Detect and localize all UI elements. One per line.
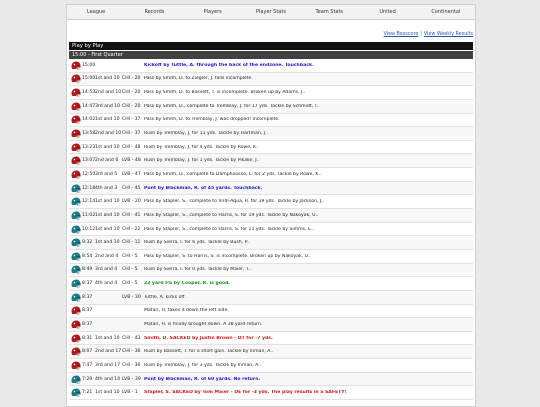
play-row xyxy=(69,318,473,332)
team-helmet-icon xyxy=(70,102,81,111)
play-down: 1st and 10 xyxy=(95,240,120,246)
play-description: Punt by Blackman, R. of 45 yards. Touchback. xyxy=(144,185,263,191)
play-row xyxy=(69,264,473,278)
play-down: 4th and 4 xyxy=(95,281,118,287)
team-helmet-icon xyxy=(70,115,81,124)
play-row xyxy=(69,250,473,264)
play-row xyxy=(69,141,473,155)
play-yardline: CHI - 43 xyxy=(122,335,141,341)
team-helmet-icon xyxy=(70,211,81,220)
nav-united[interactable]: United xyxy=(379,9,396,15)
team-helmet-icon xyxy=(70,265,81,274)
play-yardline: LVB - 30 xyxy=(122,294,141,300)
play-description: Pass by Stapler, S., complete to Virdi-Aqua, R. for 39 yds. Tackle by Jackson, J.. xyxy=(144,199,325,205)
play-row xyxy=(69,223,473,237)
team-helmet-icon xyxy=(70,293,81,302)
play-down: 2nd and 10 xyxy=(95,90,122,96)
play-description: Pass by Smith, D. to Tremblay, J. was dropped! Incomplete. xyxy=(144,117,280,123)
play-row xyxy=(69,100,473,114)
play-description: Pass by Smith, D. to Bassett, T. is incomplete. Broken up by Adams, J.. xyxy=(144,90,306,96)
play-row xyxy=(69,332,473,346)
play-down: 3rd and 17 xyxy=(95,362,121,368)
play-row xyxy=(69,291,473,305)
team-helmet-icon xyxy=(70,252,81,261)
nav-team-stats[interactable]: Team Stats xyxy=(315,9,344,15)
team-helmet-icon xyxy=(70,143,81,152)
play-time: 13:07 xyxy=(82,158,96,164)
play-yardline: LVB - 20 xyxy=(122,199,141,205)
play-time: 8:37 xyxy=(82,308,93,314)
play-time: 9:32 xyxy=(82,240,93,246)
play-down: 2nd and 4 xyxy=(95,253,119,259)
play-description: Stapler, S. SACKED by Tom Maier - DE for -3 yds. The play results in a SAFETY! xyxy=(144,390,347,396)
play-yardline: LVB - 47 xyxy=(122,171,141,177)
play-row xyxy=(69,386,473,400)
play-time: 13:58 xyxy=(82,131,96,137)
play-yardline: CHI - 36 xyxy=(122,349,141,355)
play-row xyxy=(69,168,473,182)
play-row xyxy=(69,195,473,209)
play-description: Pass by Smith, D. to Ziegler, J. falls incomplete. xyxy=(144,76,253,82)
play-down: 1st and 10 xyxy=(95,212,120,218)
play-description: Pass by Stapler, S., complete to Harris, S. for 11 yds. Tackle by Simms, E.. xyxy=(144,226,314,232)
play-time: 8:37 xyxy=(82,294,93,300)
play-description: Rush by Bassett, T. for a short gain. Tackle by Inman, A.. xyxy=(144,349,274,355)
play-down: 2nd and 17 xyxy=(95,349,122,355)
play-description: Tuttle, A. kicks off. xyxy=(144,294,187,300)
play-description: Rush by Tremblay, J. for 1 yds. Tackle by Pikake, J.. xyxy=(144,158,260,164)
play-yardline: CHI - 5 xyxy=(122,281,138,287)
play-down: 3rd and 4 xyxy=(95,267,118,273)
play-row xyxy=(69,127,473,141)
play-row xyxy=(69,182,473,196)
play-time: 13:23 xyxy=(82,144,96,150)
play-time: 12:18 xyxy=(82,185,96,191)
nav-players[interactable]: Players xyxy=(203,9,222,15)
link-separator: | xyxy=(420,32,422,37)
play-description: Pass by Smith, D., complete to Tremblay, J. for 17 yds. Tackle by Schmidt, T.. xyxy=(144,103,320,109)
play-description: Smith, D. SACKED by Justin Brown - DT for -7 yds. xyxy=(144,335,273,341)
play-description: Kickoff by Tuttle, A. through the back of the endzone. Touchback. xyxy=(144,62,314,68)
team-helmet-icon xyxy=(70,320,81,329)
play-time: 7:47 xyxy=(82,362,93,368)
play-row xyxy=(69,345,473,359)
play-time: 8:54 xyxy=(82,253,93,259)
play-row xyxy=(69,277,473,291)
play-yardline: CHI - 22 xyxy=(122,226,141,232)
play-yardline: CHI - 5 xyxy=(122,253,138,259)
play-down: 1st and 10 xyxy=(95,335,120,341)
play-description: Rush by Tremblay, J. for 3 yds. Tackle by Inman, A.. xyxy=(144,362,262,368)
team-helmet-icon xyxy=(70,306,81,315)
play-row xyxy=(69,359,473,373)
play-row xyxy=(69,59,473,73)
play-row xyxy=(69,114,473,128)
team-helmet-icon xyxy=(70,197,81,206)
play-description: 22 yard FG by Cooper, R. is good. xyxy=(144,281,231,287)
play-yardline: CHI - 11 xyxy=(122,240,141,246)
team-helmet-icon xyxy=(70,88,81,97)
play-down: 3rd and 5 xyxy=(95,171,118,177)
play-yardline: CHI - 20 xyxy=(122,90,141,96)
play-yardline: CHI - 20 xyxy=(122,76,141,82)
play-description: Matari, H. is finally brought down. A 38 yard return. xyxy=(144,321,263,327)
play-yardline: CHI - 37 xyxy=(122,131,141,137)
play-time: 15:00 xyxy=(82,76,96,82)
play-down: 2nd and 10 xyxy=(95,131,122,137)
play-time: 14:47 xyxy=(82,103,96,109)
result-links xyxy=(67,20,475,38)
play-yardline: CHI - 5 xyxy=(122,267,138,273)
team-helmet-icon xyxy=(70,375,81,384)
team-helmet-icon xyxy=(70,74,81,83)
play-down: 4th and 3 xyxy=(95,185,118,191)
quarter-header: 15:00 - First Quarter xyxy=(69,51,473,59)
play-time: 10:12 xyxy=(82,226,96,232)
play-time: 7:29 xyxy=(82,376,93,382)
play-row xyxy=(69,236,473,250)
play-row xyxy=(69,209,473,223)
view-boxscore-link[interactable]: View Boxscore xyxy=(383,32,419,37)
play-time: 14:53 xyxy=(82,90,96,96)
play-time: 8:31 xyxy=(82,335,93,341)
play-row xyxy=(69,373,473,387)
team-helmet-icon xyxy=(70,129,81,138)
play-time: 8:49 xyxy=(82,267,93,273)
play-down: 1st and 10 xyxy=(95,226,120,232)
play-row xyxy=(69,73,473,87)
play-time: 12:14 xyxy=(82,199,96,205)
page-container xyxy=(66,4,476,407)
team-helmet-icon xyxy=(70,361,81,370)
play-description: Punt by Blackman, R. of 60 yards. No return. xyxy=(144,376,261,382)
nav-continental[interactable]: Continental xyxy=(431,9,461,15)
nav-player-stats[interactable]: Player Stats xyxy=(256,9,286,15)
play-down: 1st and 10 xyxy=(95,117,120,123)
play-time: 14:02 xyxy=(82,117,96,123)
team-helmet-icon xyxy=(70,279,81,288)
play-time: 8:07 xyxy=(82,349,93,355)
play-time: 8:37 xyxy=(82,281,93,287)
view-weekly-results-link[interactable]: View Weekly Results xyxy=(423,32,473,37)
play-yardline: CHI - 20 xyxy=(122,103,141,109)
play-yardline: LVB - 1 xyxy=(122,390,138,396)
team-helmet-icon xyxy=(70,170,81,179)
team-helmet-icon xyxy=(70,184,81,193)
top-nav xyxy=(67,5,475,20)
team-helmet-icon xyxy=(70,225,81,234)
play-time: 8:37 xyxy=(82,321,93,327)
play-time: 12:50 xyxy=(82,171,96,177)
play-down: 1st and 10 xyxy=(95,144,120,150)
play-row xyxy=(69,305,473,319)
play-yardline: CHI - 36 xyxy=(122,362,141,368)
play-description: Rush by Sierra, I. for 6 yds. Tackle by Bush, P.. xyxy=(144,240,250,246)
team-helmet-icon xyxy=(70,388,81,397)
play-description: Pass by Smith, D., complete to Damphousse, L. for 2 yds. Tackle by Rowe, K.. xyxy=(144,171,322,177)
play-time: 15:00 xyxy=(82,62,96,68)
team-helmet-icon xyxy=(70,156,81,165)
play-down: 1st and 10 xyxy=(95,76,120,82)
section-title: Play by Play xyxy=(69,42,473,50)
play-row xyxy=(69,86,473,100)
play-list xyxy=(69,59,473,400)
play-description: Rush by Tremblay, J. for 11 yds. Tackle by Hartman, J.. xyxy=(144,131,268,137)
play-yardline: LVB - 48 xyxy=(122,158,141,164)
play-description: Pass by Stapler, S. to Harris, S. is incomplete. Broken up by Nakoyak, U.. xyxy=(144,253,311,259)
play-down: 4th and 14 xyxy=(95,376,121,382)
play-yardline: LVB - 39 xyxy=(122,376,141,382)
play-yardline: CHI - 48 xyxy=(122,144,141,150)
team-helmet-icon xyxy=(70,238,81,247)
play-row xyxy=(69,154,473,168)
team-helmet-icon xyxy=(70,334,81,343)
team-helmet-icon xyxy=(70,347,81,356)
play-yardline: CHI - 45 xyxy=(122,185,141,191)
play-description: Matari, H. takes it down the left side. xyxy=(144,308,229,314)
play-down: 1st and 10 xyxy=(95,199,120,205)
play-down: 3rd and 10 xyxy=(95,103,121,109)
play-down: 2nd and 6 xyxy=(95,158,119,164)
play-description: Rush by Tremblay, J. for 4 yds. Tackle by Rowe, K.. xyxy=(144,144,259,150)
play-down: 1st and 10 xyxy=(95,390,120,396)
play-description: Rush by Sierra, I. for 0 yds. Tackle by Maier, T.. xyxy=(144,267,252,273)
play-description: Pass by Stapler, S., complete to Harris, S. for 19 yds. Tackle by Nakoyak, U.. xyxy=(144,212,319,218)
nav-records[interactable]: Records xyxy=(144,9,165,15)
play-yardline: CHI - 37 xyxy=(122,117,141,123)
play-yardline: CHI - 41 xyxy=(122,212,141,218)
play-time: 11:02 xyxy=(82,212,96,218)
team-helmet-icon xyxy=(70,61,81,70)
nav-league[interactable]: League xyxy=(87,9,106,15)
play-time: 7:21 xyxy=(82,390,93,396)
